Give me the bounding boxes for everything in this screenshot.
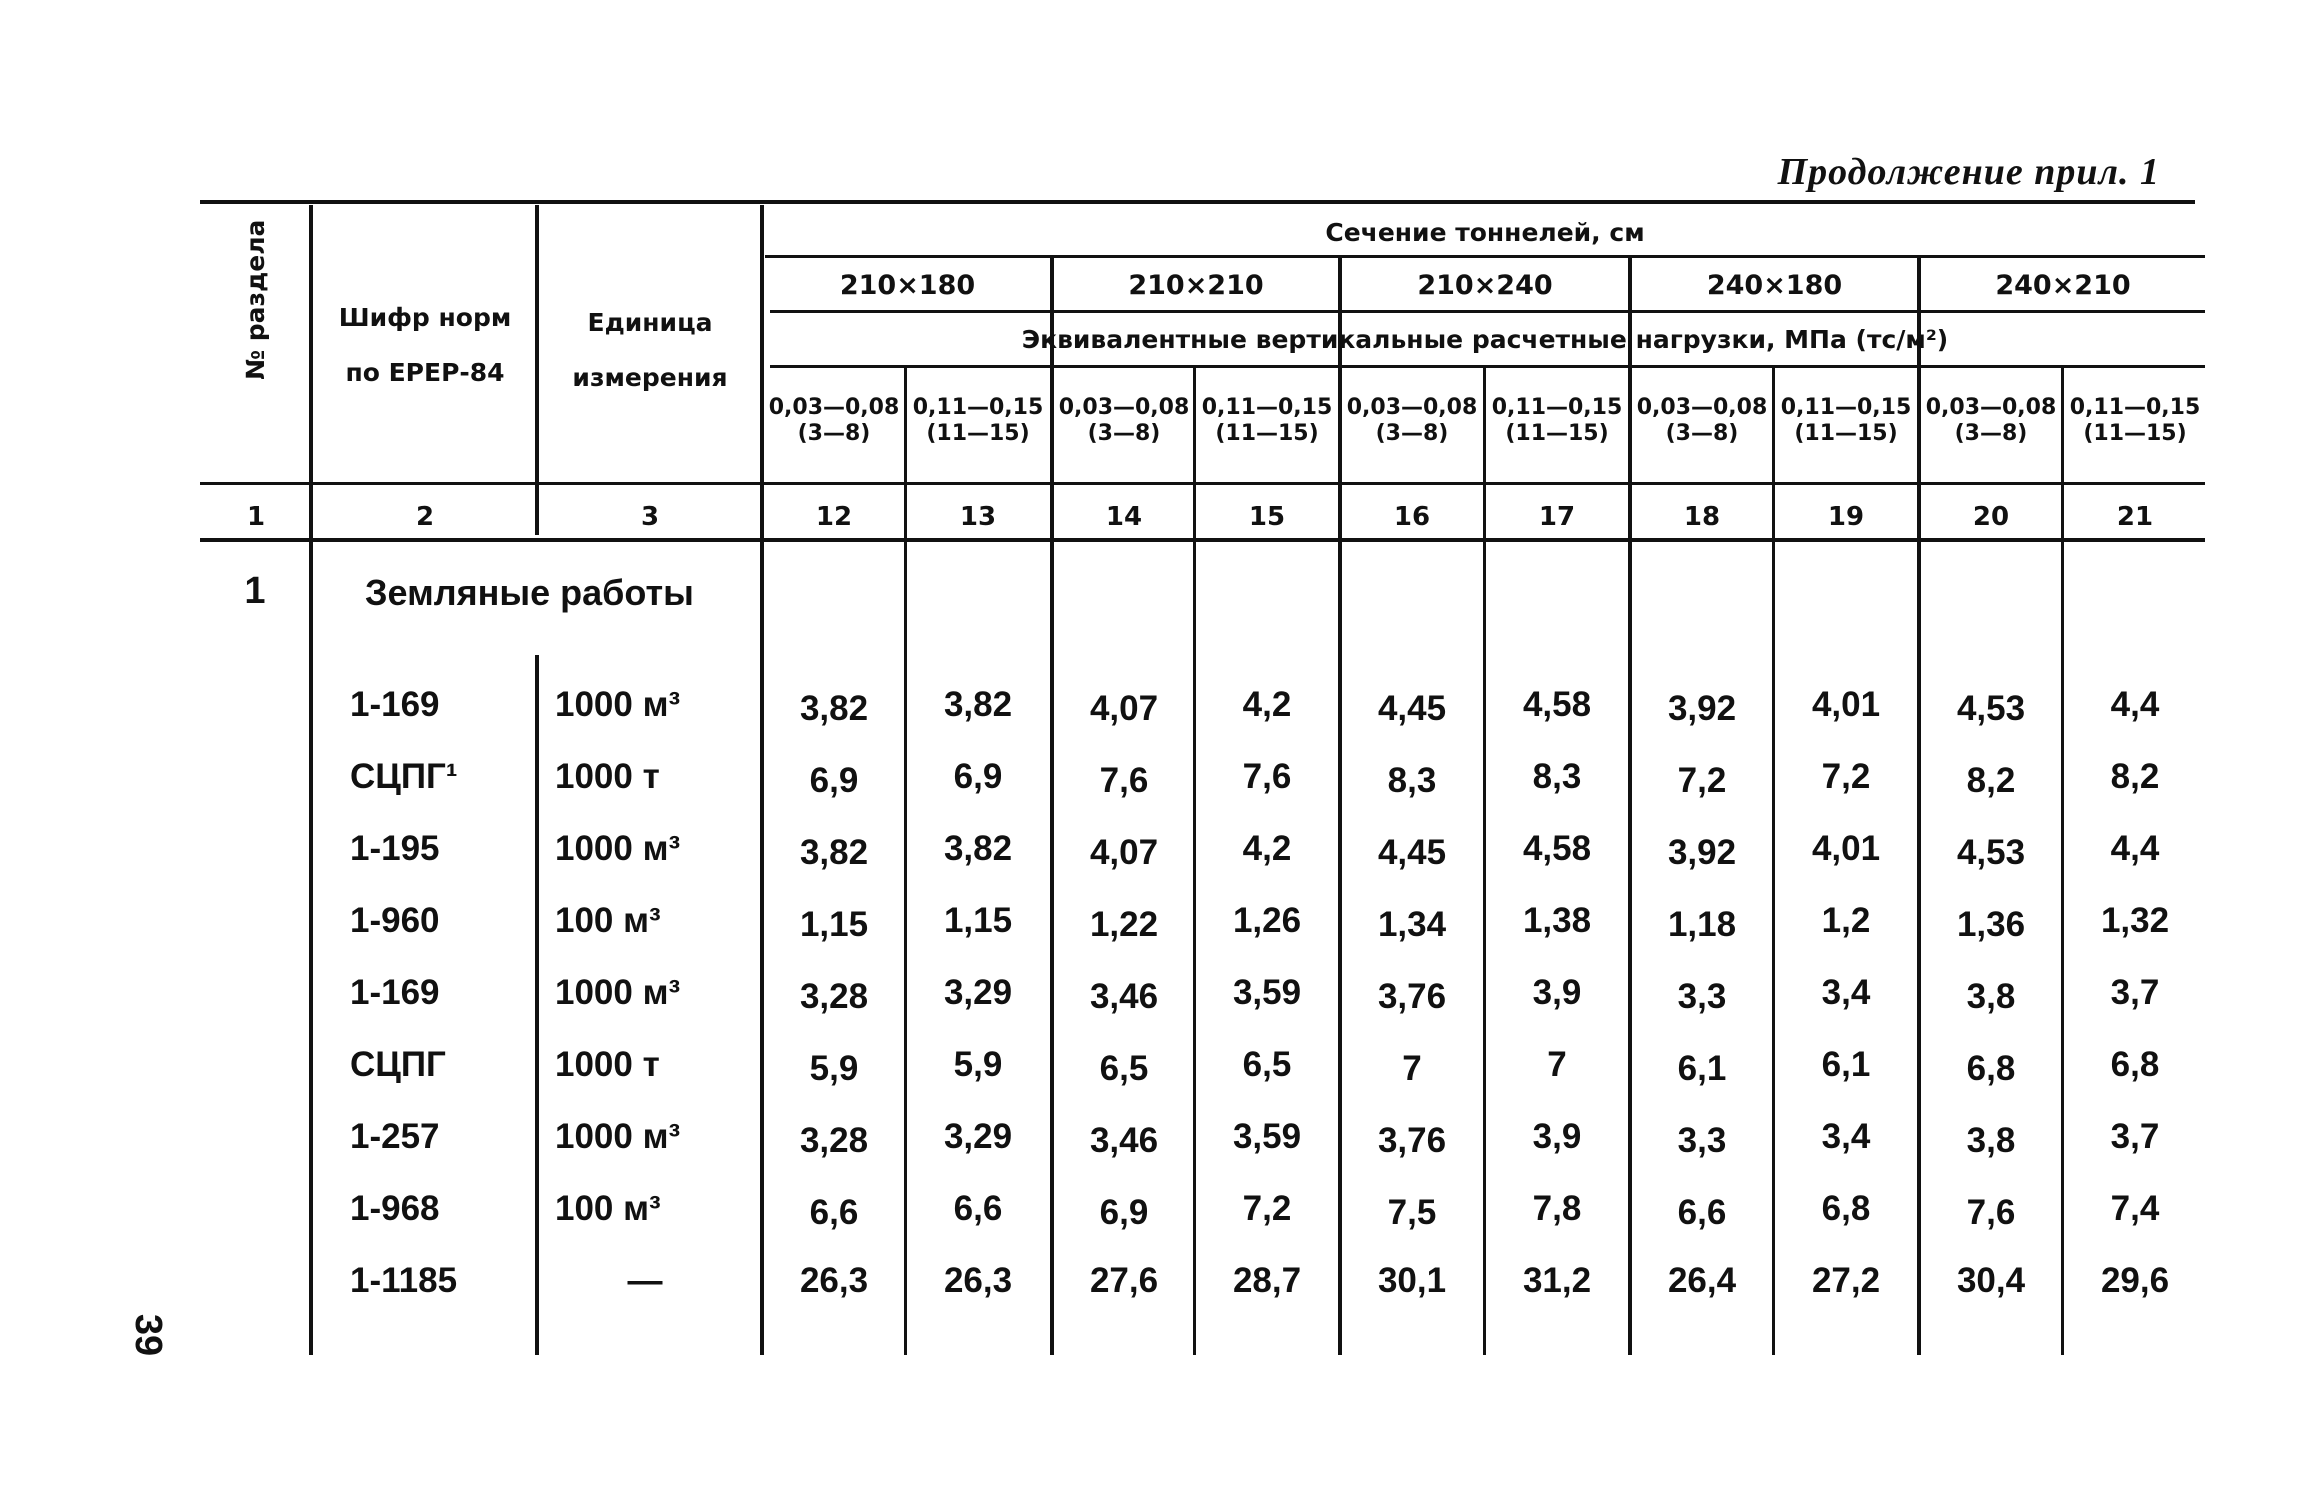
- value-cell: 3,7: [2110, 1117, 2160, 1156]
- value-cell: 30,1: [1377, 1261, 1447, 1300]
- value-cell: 4,45: [1377, 833, 1447, 872]
- value-cell: 4,58: [1522, 829, 1592, 868]
- load-range-value: 0,11—0,15: [1780, 395, 1912, 420]
- value-cell: 7,6: [1099, 761, 1149, 800]
- value-cell: 1,34: [1377, 905, 1447, 944]
- table-top-rule: [200, 200, 2195, 204]
- load-range-2: [906, 395, 1050, 447]
- unit-cell: —: [627, 1261, 663, 1300]
- value-cell: 3,82: [799, 833, 869, 872]
- header-bottom-rule: [200, 482, 2205, 485]
- load-range-tcm: (3—8): [1375, 421, 1449, 446]
- norm-code-header-line2: по ЕРЕР-84: [345, 358, 505, 387]
- column-number: 2: [415, 502, 435, 532]
- load-range-tcm: (3—8): [1954, 421, 2028, 446]
- load-range-4: [1195, 395, 1339, 447]
- section-210x180: 210×180: [839, 269, 976, 301]
- value-cell: 3,82: [943, 685, 1013, 724]
- load-range-tcm: (11—15): [926, 421, 1030, 446]
- value-cell: 4,45: [1377, 689, 1447, 728]
- load-range-tcm: (3—8): [797, 421, 871, 446]
- value-cell: 4,01: [1811, 829, 1881, 868]
- load-range-1: [762, 395, 906, 447]
- loads-rule: [770, 365, 2205, 368]
- value-cell: 8,3: [1387, 761, 1437, 800]
- load-range-tcm: (3—8): [1087, 421, 1161, 446]
- value-cell: 4,01: [1811, 685, 1881, 724]
- norm-code-cell: 1-257: [350, 1117, 440, 1156]
- value-cell: 4,4: [2110, 685, 2160, 724]
- load-range-value: 0,03—0,08: [1636, 395, 1768, 420]
- value-cell: 3,28: [799, 977, 869, 1016]
- value-cell: 1,18: [1667, 905, 1737, 944]
- load-range-3: [1052, 395, 1196, 447]
- norm-code-header-line1: Шифр норм: [338, 303, 512, 332]
- col-divider-1: [309, 205, 313, 1355]
- value-cell: 6,9: [953, 757, 1003, 796]
- column-number: 15: [1248, 502, 1286, 532]
- norm-code-cell: 1-968: [350, 1189, 440, 1228]
- value-cell: 4,4: [2110, 829, 2160, 868]
- value-cell: 6,9: [809, 761, 859, 800]
- value-cell: 6,8: [2110, 1045, 2160, 1084]
- load-range-value: 0,11—0,15: [1201, 395, 1333, 420]
- value-cell: 7,6: [1242, 757, 1292, 796]
- value-cell: 3,46: [1089, 1121, 1159, 1160]
- section-210x210: 210×210: [1128, 269, 1264, 301]
- load-range-tcm: (11—15): [2083, 421, 2187, 446]
- value-cell: 3,59: [1232, 1117, 1302, 1156]
- loads-header: Эквивалентные вертикальные расчетные нагрузки, МПа (тс/м²): [1021, 324, 1949, 354]
- cross-section-header: Сечение тоннелей, см: [1325, 217, 1645, 247]
- norm-code-cell: СЦПГ¹: [350, 757, 458, 796]
- value-cell: 3,92: [1667, 833, 1737, 872]
- value-cell: 6,8: [1821, 1189, 1871, 1228]
- load-range-9: [1919, 395, 2063, 447]
- column-number: 20: [1972, 502, 2010, 532]
- unit-cell: 1000 м³: [555, 685, 681, 724]
- value-cell: 3,9: [1532, 973, 1582, 1012]
- norm-code-cell: СЦПГ: [350, 1045, 446, 1084]
- column-number: 21: [2116, 502, 2154, 532]
- value-cell: 26,3: [943, 1261, 1013, 1300]
- section-210x240: 210×240: [1417, 269, 1553, 301]
- value-cell: 5,9: [809, 1049, 859, 1088]
- column-number: 3: [640, 502, 660, 532]
- load-range-value: 0,03—0,08: [768, 395, 900, 420]
- value-cell: 26,4: [1667, 1261, 1737, 1300]
- value-cell: 3,46: [1089, 977, 1159, 1016]
- value-cell: 8,2: [1966, 761, 2016, 800]
- value-cell: 3,59: [1232, 973, 1302, 1012]
- value-cell: 8,3: [1532, 757, 1582, 796]
- value-cell: 30,4: [1956, 1261, 2026, 1300]
- value-cell: 6,1: [1821, 1045, 1871, 1084]
- load-range-8: [1774, 395, 1918, 447]
- value-cell: 1,26: [1232, 901, 1302, 940]
- page-number: 39: [127, 1313, 169, 1357]
- value-cell: 7,2: [1242, 1189, 1292, 1228]
- value-cell: 7,5: [1387, 1193, 1437, 1232]
- value-cell: 3,4: [1821, 973, 1871, 1012]
- load-range-value: 0,11—0,15: [2069, 395, 2201, 420]
- column-number: 1: [246, 502, 266, 532]
- value-cell: 6,6: [1677, 1193, 1727, 1232]
- load-range-7: [1630, 395, 1774, 447]
- value-cell: 6,5: [1099, 1049, 1149, 1088]
- value-cell: 4,07: [1089, 689, 1159, 728]
- value-cell: 3,29: [943, 973, 1013, 1012]
- norm-code-cell: 1-195: [350, 829, 440, 868]
- value-cell: 3,7: [2110, 973, 2160, 1012]
- col-divider-2-header: [535, 205, 539, 535]
- value-cell: 7,2: [1821, 757, 1871, 796]
- load-range-value: 0,11—0,15: [912, 395, 1044, 420]
- unit-cell: 1000 т: [555, 1045, 660, 1084]
- section-240x210: 240×210: [1995, 269, 2131, 301]
- continuation-note: Продолжение прил. 1: [1777, 151, 2160, 193]
- value-cell: 26,3: [799, 1261, 869, 1300]
- value-cell: 7: [1547, 1045, 1567, 1084]
- value-cell: 7,2: [1677, 761, 1727, 800]
- column-number: 13: [959, 502, 997, 532]
- sections-rule: [770, 310, 2205, 313]
- load-range-value: 0,03—0,08: [1925, 395, 2057, 420]
- load-range-tcm: (11—15): [1794, 421, 1898, 446]
- value-cell: 3,8: [1966, 977, 2016, 1016]
- value-cell: 1,36: [1956, 905, 2026, 944]
- unit-cell: 100 м³: [555, 901, 661, 940]
- column-number: 12: [815, 502, 853, 532]
- norm-code-cell: 1-960: [350, 901, 440, 940]
- value-cell: 6,6: [809, 1193, 859, 1232]
- unit-cell: 100 м³: [555, 1189, 661, 1228]
- value-cell: 7,8: [1532, 1189, 1582, 1228]
- cross-section-rule: [765, 255, 2205, 258]
- value-cell: 1,32: [2100, 901, 2170, 940]
- col-divider-2-body: [535, 655, 539, 1355]
- value-cell: 3,4: [1821, 1117, 1871, 1156]
- value-cell: 8,2: [2110, 757, 2160, 796]
- value-cell: 3,82: [799, 689, 869, 728]
- column-number: 18: [1683, 502, 1721, 532]
- value-cell: 1,15: [943, 901, 1013, 940]
- value-cell: 27,6: [1089, 1261, 1159, 1300]
- value-cell: 3,28: [799, 1121, 869, 1160]
- value-cell: 3,8: [1966, 1121, 2016, 1160]
- norm-code-cell: 1-169: [350, 973, 440, 1012]
- load-range-6: [1485, 395, 1629, 447]
- column-number: 14: [1105, 502, 1143, 532]
- section-number: 1: [244, 570, 266, 612]
- unit-header-line2: измерения: [572, 363, 728, 392]
- load-range-value: 0,11—0,15: [1491, 395, 1623, 420]
- value-cell: 1,15: [799, 905, 869, 944]
- value-cell: 4,07: [1089, 833, 1159, 872]
- column-number: 19: [1827, 502, 1865, 532]
- value-cell: 5,9: [953, 1045, 1003, 1084]
- value-cell: 4,2: [1242, 829, 1292, 868]
- value-cell: 3,92: [1667, 689, 1737, 728]
- load-range-tcm: (3—8): [1665, 421, 1739, 446]
- load-range-10: [2063, 395, 2207, 447]
- value-cell: 6,9: [1099, 1193, 1149, 1232]
- value-cell: 6,5: [1242, 1045, 1292, 1084]
- value-cell: 3,76: [1377, 977, 1447, 1016]
- load-range-tcm: (11—15): [1215, 421, 1319, 446]
- section-title: Земляные работы: [365, 572, 694, 613]
- value-cell: 1,22: [1089, 905, 1159, 944]
- value-cell: 4,53: [1956, 689, 2026, 728]
- value-cell: 31,2: [1522, 1261, 1592, 1300]
- load-range-value: 0,03—0,08: [1058, 395, 1190, 420]
- section-240x180: 240×180: [1706, 269, 1843, 301]
- value-cell: 7,4: [2110, 1189, 2160, 1228]
- value-cell: 6,6: [953, 1189, 1003, 1228]
- norm-code-cell: 1-169: [350, 685, 440, 724]
- value-cell: 7,6: [1966, 1193, 2016, 1232]
- value-cell: 3,76: [1377, 1121, 1447, 1160]
- column-number: 17: [1538, 502, 1576, 532]
- column-number: 16: [1393, 502, 1431, 532]
- unit-cell: 1000 м³: [555, 829, 681, 868]
- value-cell: 6,8: [1966, 1049, 2016, 1088]
- unit-cell: 1000 т: [555, 757, 660, 796]
- value-cell: 4,53: [1956, 833, 2026, 872]
- unit-cell: 1000 м³: [555, 973, 681, 1012]
- value-cell: 3,3: [1677, 977, 1727, 1016]
- value-cell: 1,38: [1522, 901, 1592, 940]
- column-numbers-rule: [200, 538, 2205, 542]
- value-cell: 6,1: [1677, 1049, 1727, 1088]
- load-range-value: 0,03—0,08: [1346, 395, 1478, 420]
- value-cell: 3,82: [943, 829, 1013, 868]
- value-cell: 3,29: [943, 1117, 1013, 1156]
- unit-cell: 1000 м³: [555, 1117, 681, 1156]
- load-range-tcm: (11—15): [1505, 421, 1609, 446]
- value-cell: 3,3: [1677, 1121, 1727, 1160]
- load-range-5: [1340, 395, 1484, 447]
- section-number-header: № раздела: [241, 219, 270, 380]
- value-cell: 29,6: [2100, 1261, 2170, 1300]
- value-cell: 3,9: [1532, 1117, 1582, 1156]
- value-cell: 4,2: [1242, 685, 1292, 724]
- value-cell: 1,2: [1821, 901, 1871, 940]
- value-cell: 27,2: [1811, 1261, 1881, 1300]
- value-cell: 7: [1402, 1049, 1422, 1088]
- value-cell: 4,58: [1522, 685, 1592, 724]
- value-cell: 28,7: [1232, 1261, 1302, 1300]
- norm-code-cell: 1-1185: [350, 1261, 458, 1300]
- unit-header-line1: Единица: [587, 308, 713, 337]
